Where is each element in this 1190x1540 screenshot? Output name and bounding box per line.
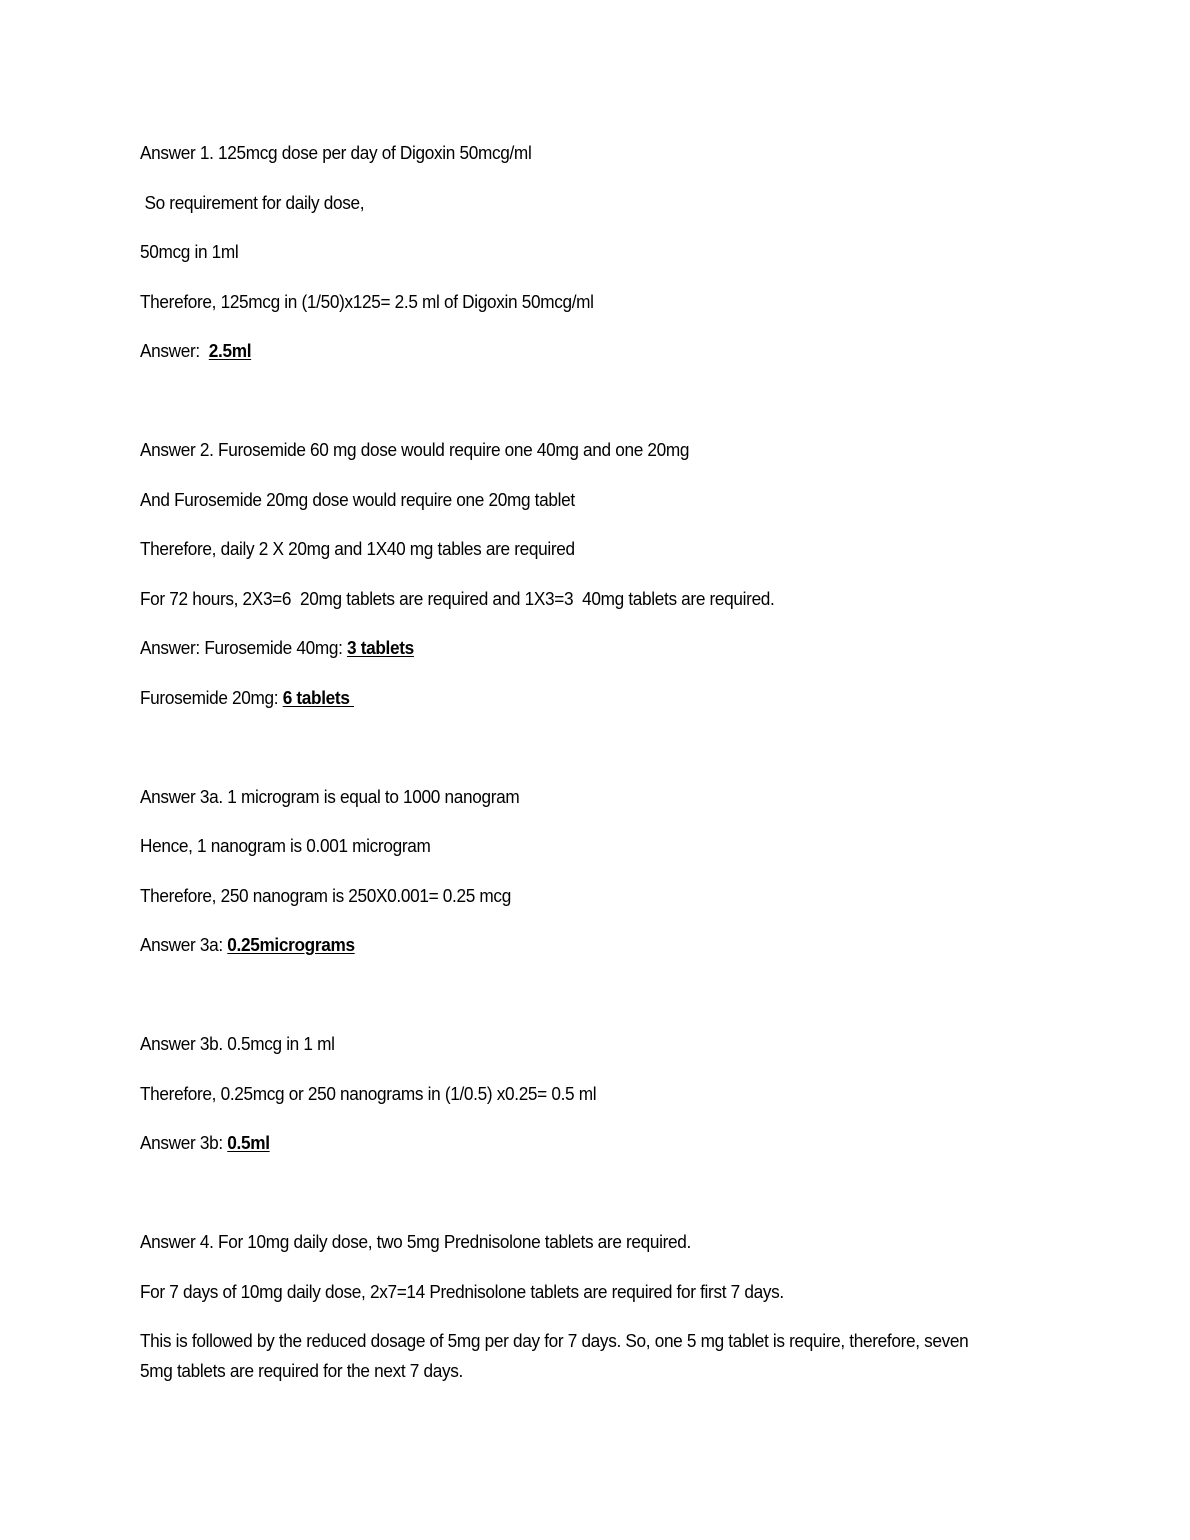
answer-value: 3 tablets xyxy=(347,637,414,658)
answer-value: 2.5ml xyxy=(208,340,252,361)
answer-1-line: So requirement for daily dose, xyxy=(140,192,365,213)
answer-label: Answer 3a: xyxy=(140,934,228,955)
answer-3b-result xyxy=(140,1131,270,1155)
answer-4-heading: Answer 4. For 10mg daily dose, two 5mg Prednisolone tablets are required. xyxy=(140,1231,691,1252)
answer-3a-line: Hence, 1 nanogram is 0.001 microgram xyxy=(140,835,431,856)
answer-4-line: For 7 days of 10mg daily dose, 2x7=14 Prednisolone tablets are required for first 7 days. xyxy=(140,1281,784,1302)
answer-label: Answer: xyxy=(140,340,209,361)
answer-3b-line: Therefore, 0.25mcg or 250 nanograms in (1/0.5) x0.25= 0.5 ml xyxy=(140,1083,597,1104)
answer-3a-heading: Answer 3a. 1 microgram is equal to 1000 nanogram xyxy=(140,786,520,807)
answer-4-paragraph: This is followed by the reduced dosage of 5mg per day for 7 days. So, one 5 mg tablet is require, therefore, seven 5mg tablets are required for the next 7 days. xyxy=(140,1330,969,1381)
answer-2-result xyxy=(140,686,354,710)
answer-label: Answer: Furosemide 40mg: xyxy=(140,637,348,658)
answer-value: 6 tablets xyxy=(282,687,355,708)
answer-value: 0.5ml xyxy=(227,1132,270,1153)
answer-2-result xyxy=(140,636,414,660)
answer-3a-line: Therefore, 250 nanogram is 250X0.001= 0.25 mcg xyxy=(140,885,511,906)
answer-1-heading: Answer 1. 125mcg dose per day of Digoxin 50mcg/ml xyxy=(140,142,532,163)
answer-2-line: For 72 hours, 2X3=6 20mg tablets are required and 1X3=3 40mg tablets are required. xyxy=(140,588,775,609)
answer-2-heading: Answer 2. Furosemide 60 mg dose would require one 40mg and one 20mg xyxy=(140,439,690,460)
answer-3a-result xyxy=(140,933,355,957)
answer-label: Furosemide 20mg: xyxy=(140,687,283,708)
answer-value: 0.25micrograms xyxy=(227,934,355,955)
answer-1-line: 50mcg in 1ml xyxy=(140,241,239,262)
answer-3b-heading: Answer 3b. 0.5mcg in 1 ml xyxy=(140,1033,335,1054)
answer-label: Answer 3b: xyxy=(140,1132,228,1153)
answer-1-result xyxy=(140,339,251,363)
answer-2-line: Therefore, daily 2 X 20mg and 1X40 mg tables are required xyxy=(140,538,575,559)
answer-1-line: Therefore, 125mcg in (1/50)x125= 2.5 ml of Digoxin 50mcg/ml xyxy=(140,291,594,312)
answer-2-line: And Furosemide 20mg dose would require one 20mg tablet xyxy=(140,489,575,510)
